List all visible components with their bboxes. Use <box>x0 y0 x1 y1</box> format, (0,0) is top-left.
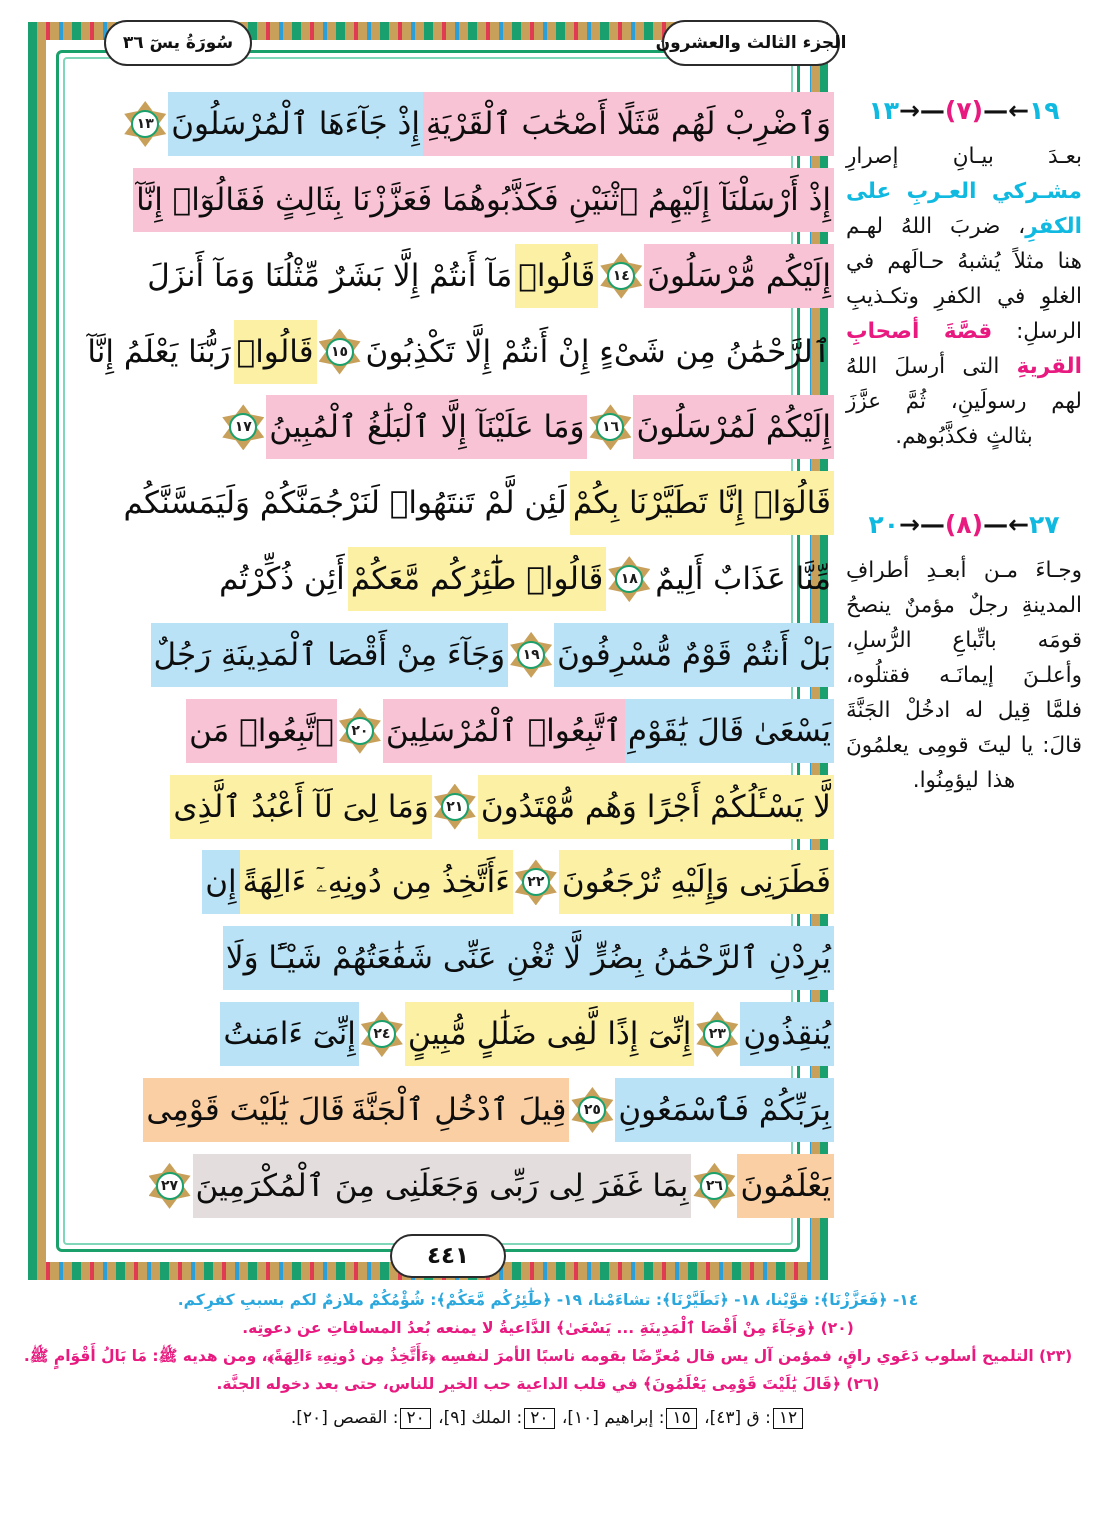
arrow-right-icon: —→ <box>898 510 945 539</box>
ayah-segment: قَالُوٓا۟ إِنَّا تَطَيَّرْنَا بِكُمْ <box>570 471 834 535</box>
sidebar-text-run: التى أرسلَ اللهُ لهم رسولَينِ، ثُمَّ عزَّزَ بثالثٍ فكذَّبُوهم. <box>846 354 1082 449</box>
ayah-marker-number: ٢٥ <box>583 1101 601 1118</box>
ayah-segment: إِنِّىٓ إِذًا لَّفِى ضَلَٰلٍ مُّبِينٍ <box>405 1002 694 1066</box>
sidebar-text-run: بعـدَ بيـانِ إصرارِ <box>846 144 1082 169</box>
quran-line <box>74 924 834 992</box>
ayah-number-marker <box>571 1087 613 1133</box>
ayah-segment: ءَأَتَّخِذُ مِن دُونِهِۦٓ ءَالِهَةً <box>240 850 513 914</box>
range-end-number: ٢٧ <box>1029 510 1060 539</box>
quran-line <box>74 848 834 916</box>
ayah-number-marker <box>589 404 631 450</box>
reference-verse-box: ١٢ <box>773 1408 803 1429</box>
ayah-segment: قِيلَ ٱدْخُلِ ٱلْجَنَّةَ <box>348 1078 570 1142</box>
quran-line <box>74 773 834 841</box>
ayah-number-marker <box>361 1011 403 1057</box>
ayah-segment: إِذْ أَرْسَلْنَآ إِلَيْهِمُ ٱثْنَيْنِ فَكَذَّبُوهُمَا فَعَزَّزْنَا بِثَالِثٍ فَقَالُوٓا۟ إِنَّآ <box>133 168 834 232</box>
ayah-segment: إِلَيْكُم مُّرْسَلُونَ <box>644 244 834 308</box>
ayah-marker-number: ١٣ <box>136 116 154 132</box>
ayah-segment: وَمَا لِىَ لَآ أَعْبُدُ ٱلَّذِى <box>170 775 432 839</box>
ayah-number-marker <box>319 329 361 375</box>
ayah-marker-number: ٢٦ <box>705 1177 723 1194</box>
ayah-marker-number: ١٥ <box>331 343 349 360</box>
reference-verse-box: ٢٠ <box>524 1408 554 1429</box>
ayah-segment: إِنِّىٓ ءَامَنتُ <box>220 1002 359 1066</box>
sidebar-summary-paragraph <box>846 139 1082 454</box>
ayah-segment: إِن <box>202 850 239 914</box>
quran-line <box>74 1152 834 1220</box>
ayah-segment: إِذْ جَآءَهَا ٱلْمُرْسَلُونَ <box>168 92 423 156</box>
quran-line <box>74 1000 834 1068</box>
ayah-segment: وَٱضْرِبْ لَهُم مَّثَلًا أَصْحَٰبَ ٱلْقَرْيَةِ <box>423 92 834 156</box>
ayah-marker-number: ٢٣ <box>708 1026 726 1043</box>
cross-reference-line <box>14 1406 1082 1431</box>
sidebar-text-run: ، ضربَ اللهُ لهـم هنا مثلاً يُشبهُ حـالَهم في الغلوِ في الكفرِ وتكـذيبِ الرسلِ: <box>846 214 1082 344</box>
ayah-number-marker <box>608 556 650 602</box>
ayah-segment: ٱلرَّحْمَٰنُ مِن شَىْءٍ إِنْ أَنتُمْ إِلَّا تَكْذِبُونَ <box>365 333 831 370</box>
ayah-marker-number: ٢٢ <box>527 874 545 891</box>
reference-text: : القصص [٢٠]. <box>290 1408 399 1428</box>
ayah-segment: يَسْعَىٰ قَالَ يَٰقَوْمِ <box>625 699 834 763</box>
tafsir-sidebar <box>846 90 1082 1260</box>
ayah-segment: مِّنَّا عَذَابٌ أَلِيمٌ <box>655 561 831 598</box>
ayah-segment: يَعْلَمُونَ <box>737 1154 834 1218</box>
quran-line <box>74 1076 834 1144</box>
ayah-segment: قَالُوا۟ <box>234 320 317 384</box>
ayah-segment: لَئِن لَّمْ تَنتَهُوا۟ لَنَرْجُمَنَّكُمْ وَلَيَمَسَّنَّكُم <box>123 485 567 522</box>
ayah-number-marker <box>693 1163 735 1209</box>
ayah-segment: قَالُوا۟ <box>515 244 598 308</box>
ayah-segment: لَّا يَسْـَٔلُكُمْ أَجْرًا وَهُم مُّهْتَدُونَ <box>478 775 834 839</box>
ayah-segment: رَبُّنَا يَعْلَمُ إِنَّآ <box>87 333 231 370</box>
footnote-line: (٢٣) التلميح أسلوب دَعَوي راقٍ، فمؤمن آل يس قال مُعرِّضًا بقومه ناسبًا الأمرَ لنفسِه ﴿ءَأَتَّخِذُ مِن دُونِهِۦٓ ءَالِهَةً﴾، ومن هديه ﷺ: مَا بَالُ أَقْوَامٍ ﷺ. <box>23 1347 1073 1365</box>
ayah-number-marker <box>600 253 642 299</box>
reference-text: : إبراهيم [١٠]، <box>556 1408 665 1428</box>
reference-text: : ق [٤٣]، <box>698 1408 771 1428</box>
ayah-number-marker <box>515 859 557 905</box>
ayah-segment: يُرِدْنِ ٱلرَّحْمَٰنُ بِضُرٍّ لَّا تُغْنِ عَنِّى شَفَٰعَتُهُمْ شَيْـًٔا وَلَا <box>223 926 834 990</box>
surah-title-label: سُورَةُ يسٓ ٣٦ <box>122 33 234 53</box>
footnotes-block <box>14 1288 1082 1434</box>
quran-line <box>74 242 834 310</box>
footnote-line: (٢٦) ﴿قَالَ يَٰلَيْتَ قَوْمِى يَعْلَمُونَ﴾ في قلب الداعية حب الخير للناس، حتى بعد دخوله الجنَّة. <box>216 1375 880 1393</box>
ayah-marker-number: ٢٤ <box>373 1026 391 1043</box>
ayah-segment: وَجَآءَ مِنْ أَقْصَا ٱلْمَدِينَةِ رَجُلٌ <box>151 623 509 687</box>
ayah-marker-number: ٢٧ <box>160 1177 179 1194</box>
ayah-marker-number: ١٧ <box>234 419 252 436</box>
quran-line <box>74 621 834 689</box>
ayah-number-marker <box>222 404 264 450</box>
sidebar-text-run: مشـركي العـربِ على الكفرِ <box>846 179 1082 239</box>
reference-text: : الملك [٩]، <box>432 1408 523 1428</box>
quran-line <box>74 545 834 613</box>
page-number-medallion <box>390 1234 506 1278</box>
ayah-marker-number: ١٦ <box>601 419 620 436</box>
ayah-marker-number: ٢١ <box>446 798 464 815</box>
page-number-label: ٤٤١ <box>426 1243 470 1269</box>
ayah-segment: قَالَ يَٰلَيْتَ قَوْمِى <box>143 1078 347 1142</box>
juz-title-cartouche <box>655 20 847 66</box>
arrow-left-icon: ←— <box>983 96 1030 125</box>
ayah-marker-number: ١٩ <box>522 646 540 663</box>
quran-line <box>74 469 834 537</box>
ayah-segment: يُنقِذُونِ <box>740 1002 834 1066</box>
ayah-number-marker <box>124 101 166 147</box>
arrow-right-icon: —→ <box>898 96 945 125</box>
ayah-marker-number: ١٨ <box>620 571 638 588</box>
reference-verse-box: ١٥ <box>666 1408 696 1429</box>
juz-title-label: الجزء الثالث والعشرون <box>655 33 847 53</box>
footnote-line: (٢٠) ﴿وَجَآءَ مِنْ أَقْصَا ٱلْمَدِينَةِ ... يَسْعَىٰ﴾ الدَّاعيةُ لا يمنعه بُعدُ المسافاتِ عن دعوتِه. <box>242 1319 854 1337</box>
ayah-segment: قَالُوا۟ طَٰٓئِرُكُم مَّعَكُمْ <box>348 547 606 611</box>
quran-line <box>74 697 834 765</box>
range-end-number: ١٩ <box>1029 96 1060 125</box>
ayah-segment: وَمَا عَلَيْنَآ إِلَّا ٱلْبَلَٰغُ ٱلْمُبِينُ <box>266 395 587 459</box>
ayah-segment: بِرَبِّكُمْ فَٱسْمَعُونِ <box>615 1078 834 1142</box>
ayah-segment: ٱتَّبِعُوا۟ ٱلْمُرْسَلِينَ <box>383 699 625 763</box>
quran-line <box>74 393 834 461</box>
quran-line <box>74 166 834 234</box>
sidebar-section-gap <box>846 458 1082 504</box>
ayah-marker-number: ١٤ <box>612 267 630 284</box>
arrow-left-icon: ←— <box>983 510 1030 539</box>
ayah-number-marker <box>510 632 552 678</box>
range-start-number: ٢٠ <box>868 510 899 539</box>
sidebar-summary-paragraph <box>846 553 1082 798</box>
ayah-number-marker <box>339 708 381 754</box>
sidebar-section-range-header <box>846 510 1082 539</box>
ayah-segment: بَلْ أَنتُمْ قَوْمٌ مُّسْرِفُونَ <box>554 623 834 687</box>
ayah-segment: ٱتَّبِعُوا۟ مَن <box>186 699 337 763</box>
ayah-segment: أَئِن ذُكِّرْتُم <box>219 561 345 598</box>
group-number: (٧) <box>944 96 984 125</box>
ayah-number-marker <box>696 1011 738 1057</box>
range-start-number: ١٣ <box>868 96 899 125</box>
footnote-line: ١٤- ﴿فَعَزَّزْنَا﴾: قوَّيْنا، ١٨- ﴿تَطَيَّرْنَا﴾: تشاءَمْنا، ١٩- ﴿طَٰٓئِرُكُم مَّعَكُمْ﴾: شُؤْمُكُمْ ملازمٌ لكم بسببِ كفرِكم. <box>177 1291 919 1309</box>
group-number: (٨) <box>944 510 984 539</box>
ayah-segment: مَآ أَنتُمْ إِلَّا بَشَرٌ مِّثْلُنَا وَمَآ أَنزَلَ <box>147 257 513 294</box>
sidebar-text-run: وجـاءَ مـن أبعـدِ أطرافِ المدينةِ رجلٌ مؤمنٌ ينصحُ قومَه باتِّباعِ الرُّسلِ، وأعلـنَ إيمانَـه فقتلُوه، فلمَّا قِيل له ادخُلْ الجَنَّةَ قالَ: يا ليتَ قومِى يعلمُونَ هذا ليؤمِنُوا. <box>846 558 1082 793</box>
ayah-segment: فَطَرَنِى وَإِلَيْهِ تُرْجَعُونَ <box>559 850 834 914</box>
sidebar-section-range-header <box>846 96 1082 125</box>
quran-line <box>74 318 834 386</box>
ayah-number-marker <box>149 1163 191 1209</box>
sidebar-text-run: قصَّةَ أصحابِ القريةِ <box>846 319 1082 379</box>
reference-verse-box: ٢٠ <box>400 1408 430 1429</box>
quran-line <box>74 90 834 158</box>
ayah-segment: إِلَيْكُمْ لَمُرْسَلُونَ <box>633 395 834 459</box>
quran-text-block <box>70 84 838 1224</box>
ayah-marker-number: ٢٠ <box>351 722 369 739</box>
ayah-number-marker <box>434 784 476 830</box>
ayah-segment: بِمَا غَفَرَ لِى رَبِّى وَجَعَلَنِى مِنَ ٱلْمُكْرَمِينَ <box>193 1154 692 1218</box>
surah-title-cartouche <box>104 20 252 66</box>
